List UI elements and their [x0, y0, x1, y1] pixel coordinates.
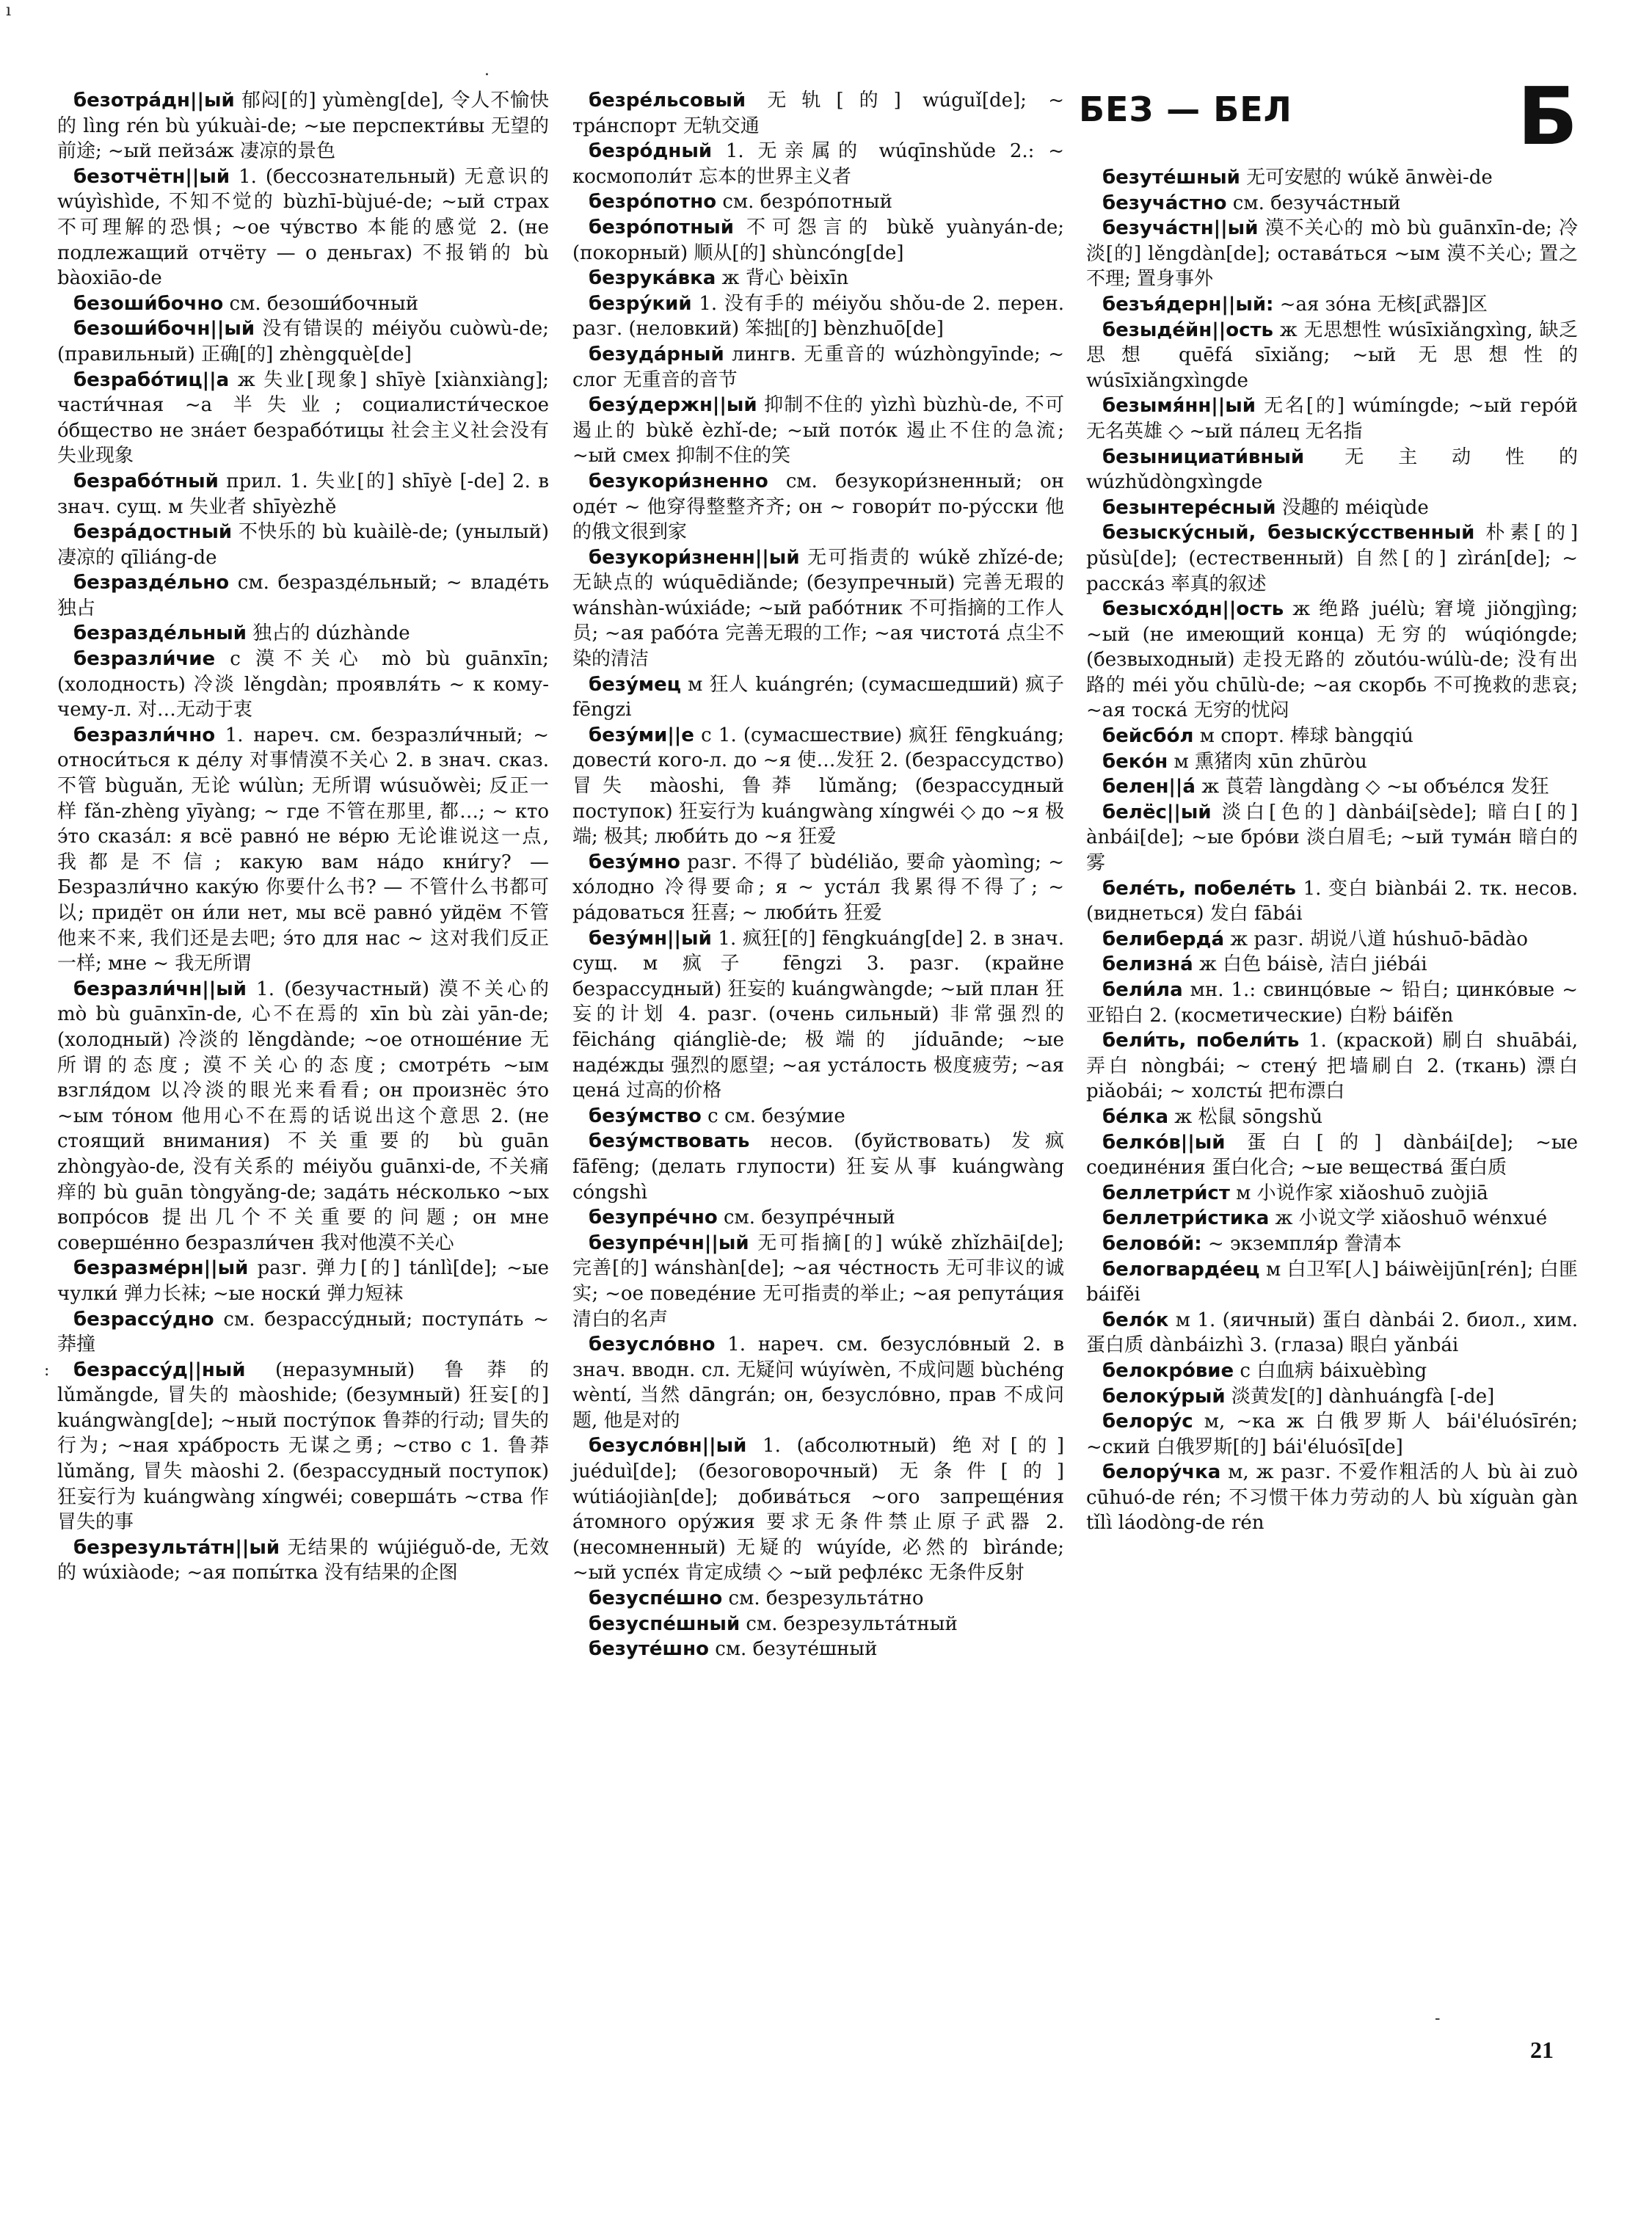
entry-headword: безра́достный	[73, 521, 233, 544]
dictionary-entry	[572, 1612, 1064, 1637]
entry-definition: ж разг. 胡说八道 húshuō-bādào	[1224, 928, 1528, 950]
entry-headword: беко́н	[1102, 750, 1168, 773]
entry-definition: ж 无思想性 wúsīxiǎngxìng, 缺乏思想 quēfá sīxiǎng; ~ый 无思想性的 wúsīxiǎngxìngde	[1086, 319, 1578, 392]
dictionary-entry	[57, 621, 549, 647]
entry-definition: см. безупре́чный	[717, 1207, 895, 1229]
entry-headword: безупре́чно	[589, 1207, 718, 1229]
dictionary-entry	[1086, 292, 1578, 318]
dictionary-entry	[572, 1637, 1064, 1662]
entry-headword: безрассу́дно	[73, 1308, 214, 1331]
entry-definition: мн. 1.: свинцо́вые ~ 铅白; цинко́вые ~ 亚铅白 2. (косметические) 白粉 báifěn	[1086, 979, 1578, 1027]
entry-headword: безуте́шный	[1102, 167, 1240, 189]
entry-definition: 1. (краской) 刷白 shuābái, 弄白 nòngbái; ~ стену́ 把墙刷白 2. (ткань) 漂白 piǎobái; ~ холсты́ 把布漂白	[1086, 1030, 1578, 1103]
entry-headword: безразде́льный	[73, 622, 247, 645]
entry-definition: 淡黄发[的] dànhuángfà [-de]	[1225, 1385, 1495, 1408]
entry-headword: белово́й:	[1102, 1232, 1202, 1255]
entry-headword: безыде́йн||ость	[1102, 319, 1273, 341]
entry-headword: белоку́рый	[1102, 1385, 1226, 1408]
dictionary-entry	[57, 570, 549, 621]
entry-headword: безыску́сный, безыску́сственный	[1102, 522, 1475, 545]
dictionary-entry	[57, 1358, 549, 1535]
dictionary-entry	[1086, 1384, 1578, 1410]
dictionary-entry	[572, 139, 1064, 189]
dictionary-entry	[1086, 952, 1578, 978]
dictionary-entry	[572, 1586, 1064, 1612]
entry-definition: см. безуте́шный	[709, 1638, 878, 1661]
dictionary-entry	[1086, 978, 1578, 1028]
entry-headword: белёс||ый	[1102, 801, 1212, 823]
entry-definition: ж 背心 bèixīn	[716, 267, 849, 290]
entry-definition: см. безро́потный	[716, 191, 892, 214]
entry-definition: м, ~ка ж 白俄罗斯人 bái'éluósīrén; ~ский 白俄罗斯[的] bái'éluósī[de]	[1086, 1411, 1578, 1458]
entry-headword: безуча́стно	[1102, 192, 1227, 214]
dictionary-entry	[1086, 520, 1578, 597]
dictionary-entry	[572, 393, 1064, 469]
dictionary-entry	[57, 1256, 549, 1306]
page-header	[1079, 71, 1593, 163]
entry-definition: 1. 没有手的 méiyǒu shǒu-de 2. перен. разг. (неловкий) 笨拙[的] bènzhuō[de]	[572, 292, 1064, 341]
entry-definition: 1. 无亲属的 wúqīnshǔde 2.: ~ космополи́т 忘本的世界主义者	[572, 140, 1064, 188]
dictionary-entry	[572, 1205, 1064, 1231]
entry-headword: белогварде́ец	[1102, 1258, 1260, 1281]
entry-definition: 1. (бессознательный) 无意识的 wúyìshìde, 不知不觉的 bùzhī-bùjué-de; ~ый страх 不可理解的恐惧; ~ое чу́вство 本能的感觉 2. (не подлежащий отчёту — о деньгах) 不报销的 bù bàoxiāo-de	[57, 165, 549, 290]
dictionary-entry	[572, 723, 1064, 850]
dictionary-entry	[572, 469, 1064, 545]
margin-dot: ·	[484, 66, 490, 84]
dictionary-entry	[572, 1129, 1064, 1205]
entry-headword: белко́в||ый	[1102, 1131, 1226, 1154]
dictionary-entry	[572, 545, 1064, 672]
entry-definition: с 白血病 báixuèbìng	[1234, 1359, 1427, 1382]
entry-headword: безро́дный	[589, 140, 713, 163]
entry-definition: 无可安慰的 wúkě ānwèi-de	[1240, 167, 1493, 189]
entry-headword: безре́льсовый	[589, 90, 746, 112]
dictionary-entry	[1086, 927, 1578, 953]
margin-dot: :	[44, 1361, 50, 1380]
entry-definition: 淡白[色的] dànbái[sède]; 暗白[的] ànbái[de]; ~ые бро́ви 淡白眉毛; ~ый тума́н 暗白的雾	[1086, 801, 1578, 875]
entry-definition: 1. (безучастный) 漠不关心的 mò bù guānxīn-de, 心不在焉的 xīn bù zài yān-de; (холодный) 冷淡的 lěngdànde; ~ое отноше́ние 无所谓的态度; 漠不关心的态度; смотре́ть ~ым взгля́дом 以冷淡的眼光来看看; он произнёс э́то ~ым то́ном 他用心不在焉的话说出这个意思 2. (не стоящий внимания) 不关重要的 bù guān zhòngyào-de, 没有关系的 méiyǒu guānxi-de, 不关痛痒的 bù guān tòngyǎng-de; зада́ть не́сколько ~ых вопро́сов 提出几个不关重要的问题; он мне соверше́нно безразли́чен 我对他漠不关心	[57, 978, 549, 1254]
entry-definition: см. безрезульта́тный	[740, 1612, 958, 1635]
entry-definition: м, ж разг. 不爱作粗活的人 bù ài zuò cūhuó-de rén; 不习惯干体力劳动的人 bù xíguàn gàn tǐlì láodòng-de rén	[1086, 1461, 1578, 1535]
dictionary-entry	[1086, 724, 1578, 749]
entry-headword: безусло́вн||ый	[589, 1435, 747, 1458]
entry-definition: ~ экземпля́р 誊清本	[1201, 1232, 1402, 1255]
running-head-letter: Б	[1517, 71, 1578, 163]
dictionary-column-3	[1086, 165, 1578, 1536]
dictionary-entry	[1086, 774, 1578, 800]
entry-headword: безукори́зненно	[589, 470, 768, 492]
entry-definition: см. безрезульта́тно	[722, 1587, 924, 1610]
entry-headword: безрассу́д||ный	[73, 1358, 246, 1381]
dictionary-entry	[572, 342, 1064, 393]
entry-headword: безрука́вка	[589, 267, 716, 290]
entry-definition: 1. 疯狂[的] fēngkuáng[de] 2. в знач. сущ. м 疯子 fēngzi 3. разг. (крайне безрассудный) 狂妄的 kuángwàngde; ~ый план 狂妄的计划 4. разг. (очень сильный) 非常强烈的 fēicháng qiángliè-de; 极端的 jíduānde; ~ые наде́жды 强烈的愿望; ~ая уста́лость 极度疲劳; ~ая цена́ 过高的价格	[572, 927, 1064, 1102]
entry-headword: безразли́чие	[73, 648, 216, 671]
entry-headword: безупре́чн||ый	[589, 1231, 749, 1254]
entry-headword: безро́потно	[589, 191, 717, 214]
entry-headword: белору́с	[1102, 1411, 1193, 1433]
dictionary-entry	[1086, 800, 1578, 876]
entry-definition: 郁闷[的] yùmèng[de], 令人不愉快的 lìng rén bù yúkuài-de; ~ые перспекти́вы 无望的前途; ~ый пейза́ж 凄凉的景色	[57, 90, 549, 163]
entry-headword: бе́лка	[1102, 1105, 1169, 1128]
entry-headword: безоши́бочн||ый	[73, 318, 255, 341]
dictionary-entry	[1086, 876, 1578, 927]
entry-headword: бело́к	[1102, 1309, 1169, 1331]
entry-definition: лингв. 无重音的 wúzhòngyīnde; ~ слог 无重音的音节	[572, 343, 1064, 391]
entry-definition: 无可指责的 wúkě zhǐzé-de; 无缺点的 wúquēdiǎnde; (безупречный) 完善无瑕的 wánshàn-wúxiáde; ~ый рабо́тник 不可指摘的工作人员; ~ая рабо́та 完善无瑕的工作; ~ая чистота́ 点尘不染的清洁	[572, 546, 1064, 671]
entry-headword: белокро́вие	[1102, 1359, 1234, 1382]
dictionary-entry	[1086, 749, 1578, 775]
dictionary-entry	[572, 850, 1064, 926]
entry-headword: безысхо́дн||ость	[1102, 598, 1284, 621]
entry-definition: м 狂人 kuángrén; (сумасшедший) 疯子 fēngzi	[572, 673, 1064, 721]
entry-headword: безрабо́тный	[73, 470, 219, 492]
dictionary-entry	[1086, 318, 1578, 394]
entry-definition: 无结果的 wújiéguǒ-de, 无效的 wúxiàode; ~ая попы́тка 没有结果的企图	[57, 1536, 549, 1585]
entry-definition: прил. 1. 失业[的] shīyè [-de] 2. в знач. сущ. м 失业者 shīyèzhě	[57, 470, 549, 518]
dictionary-entry	[1086, 1130, 1578, 1181]
dictionary-entry	[1086, 1206, 1578, 1231]
entry-definition: 朴素[的] pǔsù[de]; (естественный) 自然[的] zìrán[de]; ~ расска́з 率真的叙述	[1086, 522, 1578, 595]
entry-definition: несов. (буйствовать) 发疯 fāfēng; (делать глупости) 狂妄从事 kuángwàng cóngshì	[572, 1130, 1064, 1204]
entry-definition: (неразумный) 鲁莽的 lǔmǎngde, 冒失的 màoshide; (безумный) 狂妄[的] kuángwàng[de]; ~ный посту́пок 鲁莽的行动; 冒失的行为; ~ная хра́брость 无谋之勇; ~ство с 1. 鲁莽 lǔmǎng, 冒失 màoshi 2. (безрассудный поступок) 狂妄行为 kuángwàng xíngwéi; соверша́ть ~ства 作冒失的事	[57, 1358, 549, 1534]
dictionary-entry	[57, 977, 549, 1256]
entry-definition: 没趣的 méiqùde	[1276, 496, 1429, 519]
entry-headword: безусло́вно	[589, 1334, 716, 1356]
entry-headword: безуда́рный	[589, 343, 724, 365]
entry-headword: безуспе́шно	[589, 1587, 723, 1610]
dictionary-entry	[57, 88, 549, 164]
entry-headword: безразме́рн||ый	[73, 1257, 249, 1280]
dictionary-entry	[57, 316, 549, 367]
entry-definition: см. безразде́льный; ~ владе́ть 独占	[57, 572, 549, 619]
dictionary-entry	[1086, 216, 1578, 292]
entry-definition: 不可怨言的 bùkě yuànyán-de; (покорный) 顺从[的] shùncóng[de]	[572, 216, 1064, 264]
dictionary-entry	[1086, 1231, 1578, 1257]
entry-definition: 没有错误的 méiyǒu cuòwù-de; (правильный) 正确[的] zhèngquè[de]	[57, 318, 549, 365]
entry-definition: ~ая зо́на 无核[武器]区	[1273, 293, 1488, 316]
entry-definition: 不快乐的 bù kuàilè-de; (унылый) 凄凉的 qīliáng-de	[57, 521, 549, 569]
running-head-range: БЕЗ — БЕЛ	[1079, 90, 1292, 129]
margin-tick: ı	[6, 1, 12, 20]
dictionary-entry	[572, 189, 1064, 215]
entry-headword: безуте́шно	[589, 1638, 709, 1661]
entry-headword: безу́мство	[589, 1105, 702, 1127]
entry-headword: безразли́чно	[73, 724, 216, 746]
entry-headword: безъя́дерн||ый:	[1102, 293, 1274, 316]
dictionary-entry	[1086, 191, 1578, 217]
entry-headword: бели́ть, побели́ть	[1102, 1030, 1300, 1052]
entry-headword: бели́ла	[1102, 979, 1183, 1001]
entry-headword: безразли́чн||ый	[73, 978, 247, 1000]
dictionary-entry	[1086, 393, 1578, 444]
dictionary-entry	[57, 291, 549, 317]
entry-definition: 无轨[的] wúguǐ[de]; ~ тра́нспорт 无轨交通	[572, 90, 1064, 137]
page-number: 21	[1530, 2037, 1554, 2063]
entry-definition: 抑制不住的 yìzhì bùzhù-de, 不可遏止的 bùkě èzhǐ-de; ~ый пото́к 遏止不住的急流; ~ый смех 抑制不住的笑	[572, 394, 1064, 467]
dictionary-entry	[1086, 1257, 1578, 1308]
dictionary-entry	[1086, 1105, 1578, 1130]
entry-definition: 无主动性的 wúzhǔdòngxìngde	[1086, 445, 1578, 494]
entry-definition: 1. (абсолютный) 绝对[的] juéduì[de]; (безоговорочный) 无条件[的] wútiáojiàn[de]; добива́ться ~ого запреще́ния а́томного ору́жия 要求无条件禁止原子武器 2. (несомненный) 无疑的 wúyíde, 必然的 bìránde; ~ый успе́х 肯定成绩 ◇ ~ый рефле́кс 无条件反射	[572, 1435, 1064, 1585]
dictionary-entry	[572, 672, 1064, 723]
dictionary-entry	[572, 291, 1064, 342]
entry-headword: беллетри́стика	[1102, 1207, 1270, 1230]
entry-headword: безотчётн||ый	[73, 165, 230, 188]
entry-definition: см. безукори́зненный; он оде́т ~ 他穿得整整齐齐; он ~ говори́т по-ру́сски 他的俄文很到家	[572, 470, 1064, 544]
dictionary-entry	[1086, 1308, 1578, 1358]
entry-definition: м 熏猪肉 xūn zhūròu	[1168, 750, 1367, 773]
margin-dot: -	[1435, 2009, 1441, 2028]
entry-headword: безуспе́шный	[589, 1612, 741, 1635]
entry-definition: ж 莨菪 làngdàng ◇ ~ы объе́лся 发狂	[1195, 776, 1549, 798]
entry-headword: белизна́	[1102, 953, 1193, 976]
entry-headword: безру́кий	[589, 292, 692, 315]
entry-headword: безымя́нн||ый	[1102, 395, 1256, 418]
entry-headword: безро́потный	[589, 216, 734, 239]
dictionary-entry	[572, 1433, 1064, 1586]
dictionary-entry	[1086, 1181, 1578, 1207]
entry-definition: с 漠不关心 mò bù guānxīn; (холодность) 冷淡 lěngdàn; проявля́ть ~ к кому-чему-л. 对…无动于衷	[57, 648, 549, 721]
entry-headword: беле́ть, побеле́ть	[1102, 877, 1297, 900]
entry-headword: безу́ми||е	[589, 724, 694, 746]
entry-headword: безразде́льно	[73, 572, 230, 594]
entry-definition: м 1. (яичный) 蛋白 dànbái 2. биол., хим. 蛋白质 dànbáizhì 3. (глаза) 眼白 yǎnbái	[1086, 1309, 1578, 1357]
dictionary-entry	[57, 723, 549, 977]
entry-headword: безынтере́сный	[1102, 496, 1276, 519]
dictionary-entry	[1086, 1460, 1578, 1536]
dictionary-entry	[1086, 495, 1578, 521]
entry-definition: ж 小说文学 xiǎoshuō wénxué	[1269, 1207, 1548, 1230]
dictionary-entry	[572, 1231, 1064, 1332]
entry-definition: 无可指摘[的] wúkě zhǐzhāi[de]; 完善[的] wánshàn[de]; ~ая че́стность 无可非议的诚实; ~ое поведе́ние 无可指责的举止; ~ая репута́ция 清白的名声	[572, 1231, 1064, 1331]
dictionary-entry	[572, 88, 1064, 139]
entry-definition: с 1. (сумасшествие) 疯狂 fēngkuáng; довести́ кого-л. до ~я 使…发狂 2. (безрассудство) 冒失 màoshi, 鲁莽 lǔmǎng; (безрассудный поступок) 狂妄行为 kuángwàng xíngwéi ◇ до ~я 极端; 极其; люби́ть до ~я 狂爱	[572, 724, 1064, 848]
dictionary-entry	[1086, 445, 1578, 495]
dictionary-entry	[572, 266, 1064, 291]
entry-headword: безрабо́тиц||а	[73, 368, 230, 391]
dictionary-entry	[572, 1332, 1064, 1433]
entry-definition: м 小说作家 xiǎoshuō zuòjiā	[1229, 1182, 1488, 1204]
entry-definition: 蛋白[的] dànbái[de]; ~ые соедине́ния 蛋白化合; ~ые вещества́ 蛋白质	[1086, 1131, 1578, 1179]
entry-definition: ж 松鼠 sōngshǔ	[1168, 1105, 1322, 1128]
dictionary-entry	[1086, 1409, 1578, 1460]
entry-definition: см. безоши́бочный	[223, 292, 419, 315]
entry-definition: 1. нареч. см. безусло́вный 2. в знач. вводн. сл. 无疑问 wúyíwèn, 不成问题 bùchéng wèntí, 当然 dāngrán; он, безусло́вно, прав 不成问题, 他是对的	[572, 1334, 1064, 1432]
entry-headword: безу́держн||ый	[589, 394, 757, 417]
entry-headword: белен||а́	[1102, 776, 1196, 798]
entry-headword: безу́мец	[589, 673, 682, 696]
dictionary-entry	[572, 215, 1064, 266]
entry-definition: с см. безу́мие	[701, 1105, 845, 1127]
dictionary-entry	[1086, 165, 1578, 191]
dictionary-entry	[57, 520, 549, 570]
entry-headword: безу́мно	[589, 851, 680, 873]
entry-definition: 1. 变白 biànbái 2. тк. несов. (виднеться) 发白 fābái	[1086, 877, 1578, 925]
dictionary-entry	[572, 1104, 1064, 1129]
entry-headword: безоши́бочно	[73, 292, 224, 315]
entry-headword: беллетри́ст	[1102, 1182, 1230, 1204]
entry-definition: 独占的 dúzhànde	[246, 622, 410, 645]
dictionary-entry	[1086, 597, 1578, 724]
entry-headword: безу́мствовать	[589, 1130, 750, 1153]
dictionary-entry	[572, 926, 1064, 1104]
entry-definition: ж 失业[现象] shīyè [xiànxiàng]; части́чная ~а 半失业; социалисти́ческое о́бщество не зна́ет безрабо́тицы 社会主义社会没有失业现象	[57, 368, 549, 467]
dictionary-entry	[57, 1535, 549, 1586]
dictionary-entry	[57, 164, 549, 291]
entry-headword: безрезульта́тн||ый	[73, 1536, 280, 1559]
entry-headword: белору́чка	[1102, 1461, 1221, 1484]
entry-headword: безынициати́вный	[1102, 445, 1305, 468]
entry-definition: м 白卫军[人] báiwèijūn[rén]; 白匪 báifěi	[1086, 1258, 1578, 1306]
entry-definition: ж 绝路 juélù; 窘境 jiǒngjìng; ~ый (не имеющий конца) 无穷的 wúqióngde; (безвыходный) 走投无路的 zǒutóu-wúlù-de; 没有出路的 méi yǒu chūlù-de; ~ая скорбь 不可挽救的悲哀; ~ая тоска́ 无穷的忧闷	[1086, 598, 1578, 722]
dictionary-entry	[57, 1307, 549, 1358]
entry-headword: безу́мн||ый	[589, 927, 712, 950]
entry-definition: 漠不关心的 mò bù guānxīn-de; 冷淡[的] lěngdàn[de]; остава́ться ~ым 漠不关心; 置之不理; 置身事外	[1086, 217, 1578, 291]
entry-headword: бейсбо́л	[1102, 725, 1194, 748]
entry-headword: безотра́дн||ый	[73, 90, 235, 112]
entry-definition: см. безуча́стный	[1226, 192, 1401, 214]
entry-definition: см. безрассу́дный; поступа́ть ~ 莽撞	[57, 1308, 549, 1356]
entry-definition: м спорт. 棒球 bàngqiú	[1193, 725, 1413, 748]
entry-definition: ж 白色 báisè, 洁白 jiébái	[1193, 953, 1427, 976]
entry-definition: разг. 不得了 bùdéliǎo, 要命 yàomìng; ~ хо́лодно 冷得要命; я ~ уста́л 我累得不得了; ~ ра́доваться 狂喜; ~ люби́ть 狂爱	[572, 851, 1064, 924]
dictionary-entry	[57, 368, 549, 469]
entry-headword: безуча́стн||ый	[1102, 217, 1259, 240]
dictionary-entry	[57, 647, 549, 723]
dictionary-entry	[1086, 1358, 1578, 1384]
dictionary-entry	[57, 469, 549, 520]
entry-headword: белиберда́	[1102, 928, 1224, 950]
entry-definition: разг. 弹力[的] tánlì[de]; ~ые чулки́ 弹力长袜; ~ые носки́ 弹力短袜	[57, 1257, 549, 1305]
entry-headword: безукори́зненн||ый	[589, 546, 800, 569]
entry-definition: 1. нареч. см. безразли́чный; ~ относи́ться к де́лу 对事情漠不关心 2. в знач. сказ. 不管 bùguǎn, 无论 wúlùn; 无所谓 wúsuǒwèi; 反正一样 fǎn-zhèng yīyàng; ~ где 不管在那里, 都…; ~ кто э́то сказа́л: я всё равно́ не ве́рю 无论谁说这一点, 我都是不信; какую вам на́до кни́гу? — Безразли́чно каку́ю 你要什么书? — 不管什么书都可以; придёт он и́ли нет, мы всё равно́ уйдём 不管他来不来, 我们还是去吧; э́то для нас ~ 这对我们反正一样; мне ~ 我无所谓	[57, 724, 549, 975]
entry-definition: 无名[的] wúmíngde; ~ый геро́й 无名英雄 ◇ ~ый па́лец 无名指	[1086, 395, 1578, 443]
dictionary-entry	[1086, 1028, 1578, 1105]
dictionary-column-2	[572, 88, 1064, 1662]
dictionary-column-1	[57, 88, 549, 1586]
